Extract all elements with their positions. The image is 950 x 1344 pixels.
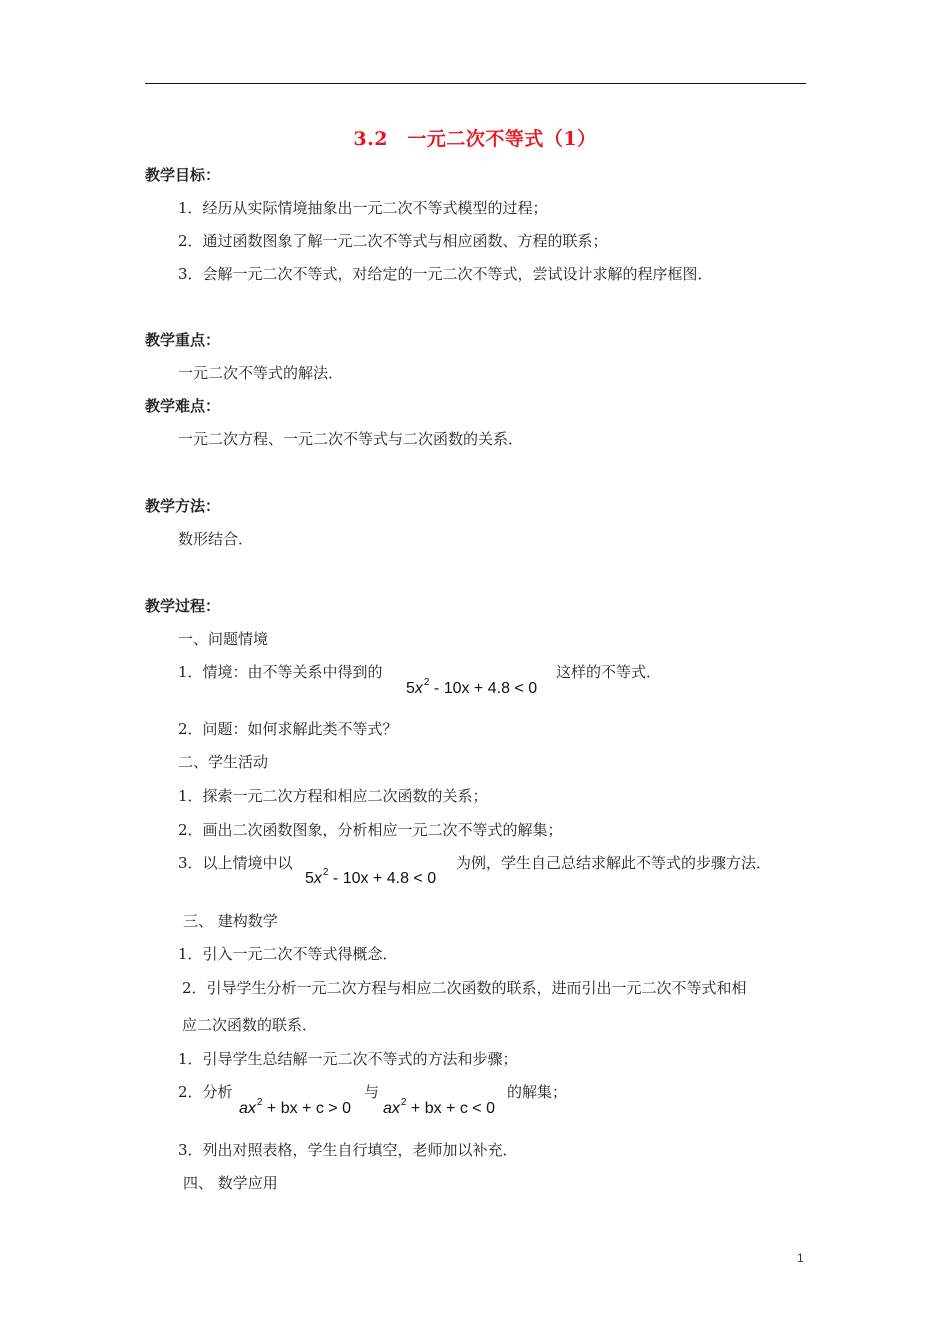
s1-item-2: 2．问题：如何求解此类不等式？ — [178, 720, 398, 738]
s3-item-2b: 应二次函数的联系． — [182, 1016, 318, 1034]
difficulty-text: 一元二次方程、一元二次不等式与二次函数的关系． — [178, 430, 524, 448]
s3-item-4-prefix: 2．分析 — [178, 1083, 233, 1101]
s3-item-1: 1．引入一元二次不等式得概念． — [178, 945, 398, 963]
section-2-title: 二、学生活动 — [178, 753, 269, 771]
inequality-3: $ax^2$ + bx + c > 0 — [239, 1097, 351, 1117]
inequality-1: $5x^2 - 10x + 4.8 < 0$ — [406, 677, 538, 697]
inequality-2: $5x^2 - 10x + 4.8 < 0$ — [305, 867, 437, 887]
s2-item-2: 2．画出二次函数图象，分析相应一元二次不等式的解集； — [178, 821, 563, 839]
difficulty-heading: 教学难点： — [145, 397, 221, 415]
method-text: 数形结合． — [178, 530, 254, 548]
s2-item-1: 1．探索一元二次方程和相应二次函数的关系； — [178, 787, 488, 805]
page-title: 3.2 一元二次不等式（1） — [353, 128, 597, 150]
s3-item-2a: 2．引导学生分析一元二次方程与相应二次函数的联系，进而引出一元二次不等式和相 — [182, 979, 747, 997]
inequality-4: $ax^2$ + bx + c < 0 — [383, 1097, 495, 1117]
section-1-title: 一、问题情境 — [178, 630, 269, 648]
objectives-heading: 教学目标： — [145, 166, 221, 184]
objective-item-2: 2．通过函数图象了解一元二次不等式与相应函数、方程的联系； — [178, 232, 608, 250]
s3-item-5: 3．列出对照表格，学生自行填空，老师加以补充． — [178, 1141, 518, 1159]
s3-item-3: 1．引导学生总结解一元二次不等式的方法和步骤； — [178, 1050, 518, 1068]
s3-item-4-mid: 与 — [364, 1083, 380, 1101]
s2-item-3-prefix: 3．以上情境中以 — [178, 854, 293, 872]
page-number: 1 — [797, 1251, 804, 1265]
key-point-text: 一元二次不等式的解法． — [178, 364, 344, 382]
key-point-heading: 教学重点： — [145, 331, 221, 349]
section-4-title: 四、 数学应用 — [183, 1174, 278, 1192]
s1-item-1-prefix: 1．情境：由不等关系中得到的 — [178, 663, 383, 681]
section-3-title: 三、 建构数学 — [183, 912, 278, 930]
header-rule — [145, 83, 806, 84]
s2-item-3-suffix: 为例，学生自己总结求解此不等式的步骤方法． — [456, 854, 772, 872]
objective-item-3: 3．会解一元二次不等式，对给定的一元二次不等式，尝试设计求解的程序框图． — [178, 265, 713, 283]
process-heading: 教学过程： — [145, 597, 221, 615]
objective-item-1: 1．经历从实际情境抽象出一元二次不等式模型的过程； — [178, 199, 548, 217]
s3-item-4-suffix: 的解集； — [507, 1083, 568, 1101]
s1-item-1-suffix: 这样的不等式． — [556, 663, 662, 681]
method-heading: 教学方法： — [145, 497, 221, 515]
